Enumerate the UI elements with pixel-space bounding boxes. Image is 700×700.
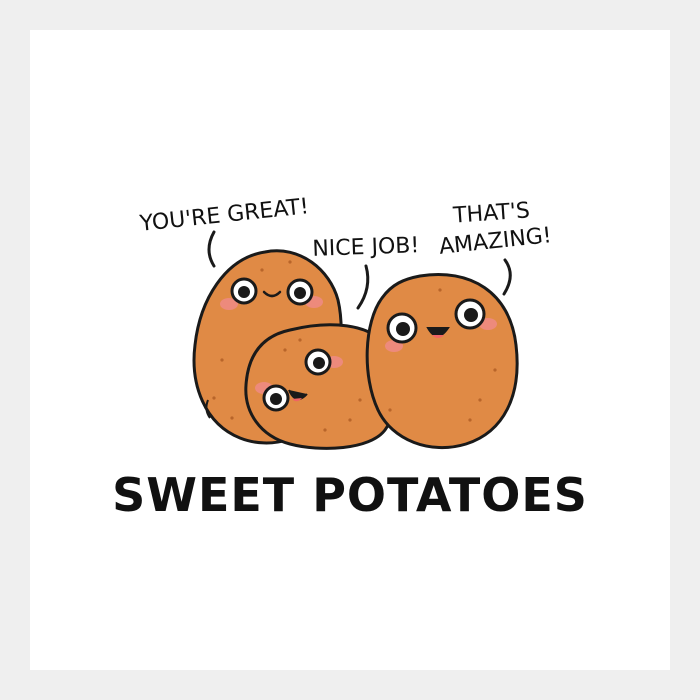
speech-middle: NICE JOB! <box>311 233 420 262</box>
speech-left-tick <box>209 232 214 266</box>
speech-right-tick <box>504 260 510 294</box>
illustration-title: SWEET POTATOES <box>112 468 588 522</box>
speech-right-line1: THAT'S <box>452 198 531 229</box>
speech-right-line2: AMAZING! <box>437 223 553 260</box>
speech-middle-tick <box>358 266 368 308</box>
speech-left: YOU'RE GREAT! <box>138 194 311 237</box>
potato-right <box>367 274 517 447</box>
